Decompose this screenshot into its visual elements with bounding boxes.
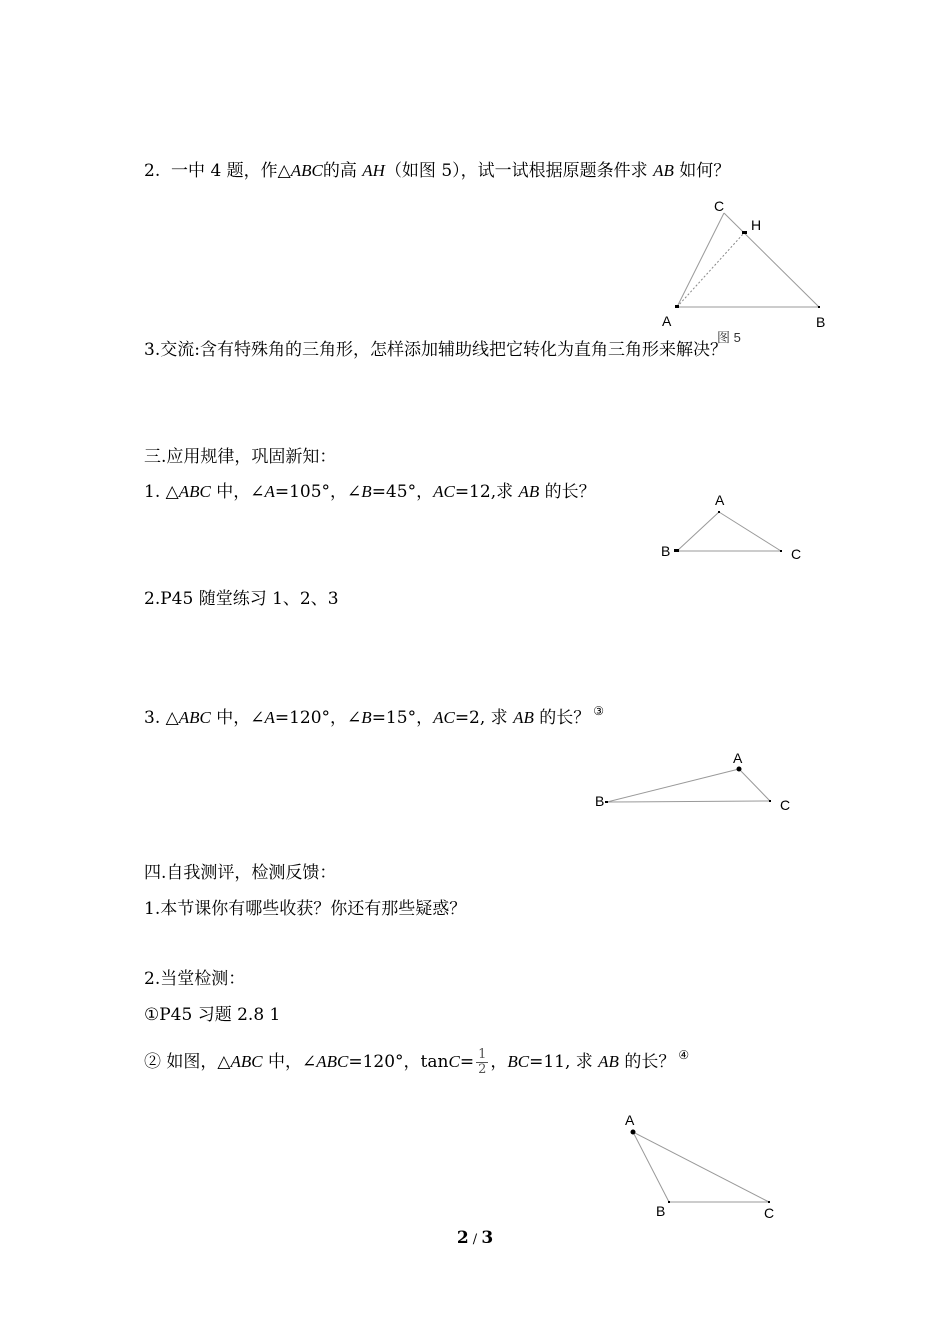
point-b	[605, 801, 608, 803]
question-2: 2. 一中 4 题，作△ABC的高 AH（如图 5），试一试根据原题条件求 AB 如何？	[144, 161, 731, 181]
section-4-heading: 四.自我测评，检测反馈：	[144, 863, 337, 883]
label-c: C	[714, 198, 725, 214]
fraction-one-half: $\frac{1}{2}$	[478, 1047, 487, 1077]
label-c: C	[791, 546, 802, 562]
point-a	[675, 305, 679, 308]
figure-caption: 图 5	[717, 330, 741, 345]
segment-cb	[724, 213, 819, 307]
point-c	[780, 550, 782, 552]
label-a: A	[662, 313, 672, 329]
label-h: H	[751, 217, 762, 233]
figure-check-2	[620, 1110, 790, 1220]
segment-ac	[677, 213, 724, 307]
figure-problem-1	[655, 490, 815, 570]
altitude-ah	[677, 233, 744, 307]
check-item-1: ①P45 习题 2.8 1	[144, 1005, 281, 1025]
point-a	[631, 1130, 636, 1135]
figure-5-triangle	[650, 195, 840, 345]
figure-problem-3	[590, 748, 810, 818]
label-a: A	[715, 492, 725, 508]
label-a: A	[733, 750, 743, 766]
label-b: B	[661, 543, 671, 559]
label-a: A	[625, 1112, 635, 1128]
point-b	[668, 1201, 670, 1203]
point-a	[718, 511, 720, 513]
point-b	[818, 306, 820, 308]
point-b	[674, 549, 679, 552]
label-c: C	[764, 1205, 775, 1221]
page-number: 2 / 3	[456, 1228, 494, 1248]
point-h	[742, 231, 747, 234]
section-4-question-1: 1.本节课你有哪些收获？你还有那些疑惑？	[144, 899, 467, 919]
problem-3: 3. △ABC 中，∠A=120°，∠B=15°，AC=2, 求 AB 的长？ ③	[144, 704, 605, 728]
question-3: 3.交流:含有特殊角的三角形，怎样添加辅助线把它转化为直角三角形来解决？	[144, 340, 727, 360]
label-b: B	[816, 314, 826, 330]
problem-2: 2.P45 随堂练习 1、2、3	[144, 589, 339, 609]
label-c: C	[780, 797, 791, 813]
point-c	[768, 1201, 770, 1203]
label-b: B	[595, 793, 605, 809]
point-a	[737, 767, 742, 772]
problem-1: 1. △ABC 中，∠A=105°，∠B=45°，AC=12,求 AB 的长？	[144, 482, 596, 502]
label-b: B	[656, 1203, 666, 1219]
point-c	[769, 800, 771, 802]
section-3-heading: 三.应用规律，巩固新知：	[144, 447, 337, 467]
check-item-2: ② 如图，△ABC 中，∠ABC=120°，tanC= $\frac{1}{2}$ ，BC=11, 求 AB 的长？ ④	[144, 1047, 690, 1077]
section-4-question-2: 2.当堂检测：	[144, 969, 246, 989]
